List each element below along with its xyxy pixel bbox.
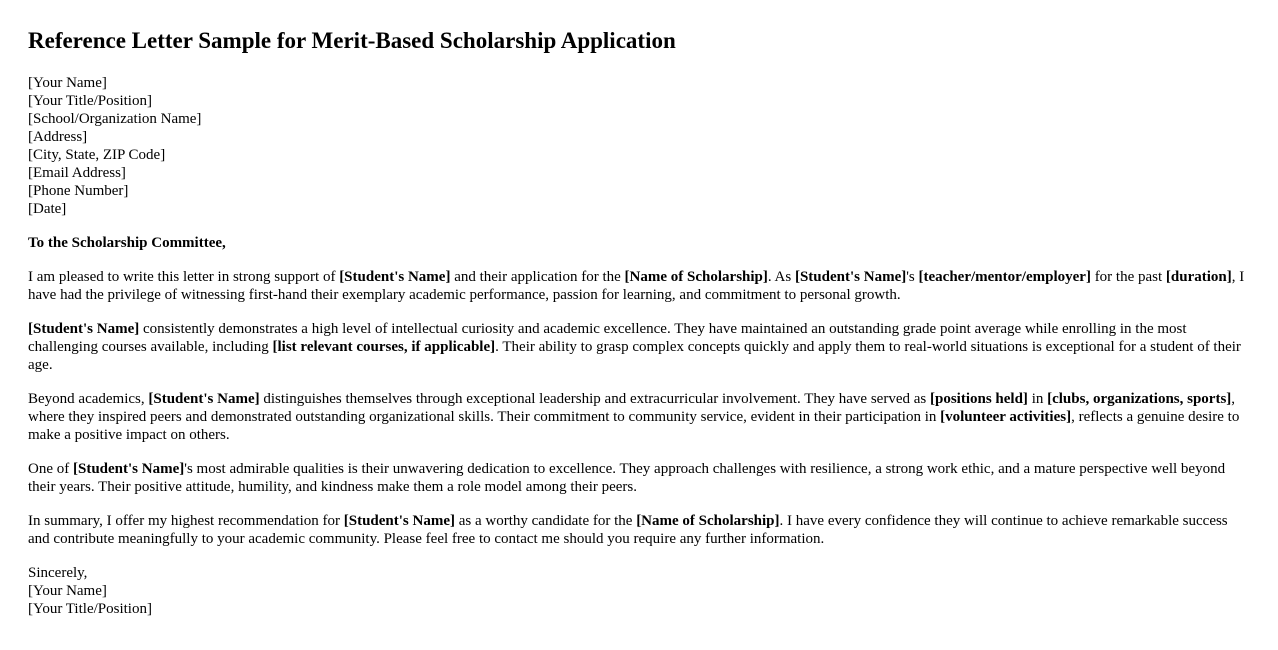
paragraph-leadership bbox=[28, 390, 1250, 444]
placeholder-student-name: [Student's Name] bbox=[28, 321, 140, 337]
paragraph-qualities bbox=[28, 460, 1250, 496]
placeholder-student-name: [Student's Name] bbox=[148, 391, 260, 407]
text-segment: . I have every confidence they will continue to achieve remarkable success and contribute meaningfully to your academic community. Please feel free to contact me should you require any further information. bbox=[28, 513, 1228, 547]
paragraph-academics bbox=[28, 320, 1250, 374]
text-segment: . Their ability to grasp complex concepts quickly and apply them to real-world situations is exceptional for a student of their age. bbox=[28, 339, 1241, 373]
text-segment: 's bbox=[906, 269, 919, 285]
sender-address: [Address] bbox=[28, 129, 88, 145]
sender-title: [Your Title/Position] bbox=[28, 93, 152, 109]
page-title: Reference Letter Sample for Merit-Based Scholarship Application bbox=[28, 28, 676, 53]
paragraph-summary bbox=[28, 512, 1250, 548]
text-segment: , where they inspired peers and demonstrated outstanding organizational skills. Their commitment to community service, evident in their participation in bbox=[28, 391, 1236, 425]
placeholder-positions: [positions held] bbox=[929, 391, 1028, 407]
closing-block bbox=[28, 564, 1250, 618]
sender-name: [Your Name] bbox=[28, 75, 107, 91]
paragraph-introduction bbox=[28, 268, 1250, 304]
salutation: To the Scholarship Committee, bbox=[28, 235, 226, 251]
sender-phone: [Phone Number] bbox=[28, 183, 129, 199]
text-segment: , I have had the privilege of witnessing first-hand their exemplary academic performance, passion for learning, and commitment to personal growth. bbox=[28, 269, 1245, 303]
placeholder-clubs: [clubs, organizations, sports] bbox=[1047, 391, 1232, 407]
sender-organization: [School/Organization Name] bbox=[28, 111, 202, 127]
text-segment: In summary, I offer my highest recommendation for bbox=[28, 513, 344, 529]
sender-city-state-zip: [City, State, ZIP Code] bbox=[28, 147, 166, 163]
text-segment: consistently demonstrates a high level of intellectual curiosity and academic excellence. They have maintained an outstanding grade point average while enrolling in the most challenging courses available, including bbox=[28, 321, 1187, 355]
placeholder-duration: [duration] bbox=[1165, 269, 1232, 285]
placeholder-student-name: [Student's Name] bbox=[73, 461, 185, 477]
text-segment: in bbox=[1027, 391, 1048, 407]
text-segment: for the past bbox=[1090, 269, 1166, 285]
text-segment: as a worthy candidate for the bbox=[455, 513, 637, 529]
sender-email: [Email Address] bbox=[28, 165, 126, 181]
placeholder-student-name: [Student's Name] bbox=[343, 513, 455, 529]
placeholder-volunteer: [volunteer activities] bbox=[940, 409, 1072, 425]
placeholder-scholarship-name: [Name of Scholarship] bbox=[624, 269, 768, 285]
placeholder-scholarship-name: [Name of Scholarship] bbox=[636, 513, 780, 529]
closing-title: [Your Title/Position] bbox=[28, 601, 152, 617]
sender-block bbox=[28, 74, 1250, 218]
closing-name: [Your Name] bbox=[28, 583, 107, 599]
valediction: Sincerely, bbox=[28, 565, 88, 581]
placeholder-courses: [list relevant courses, if applicable] bbox=[272, 339, 496, 355]
text-segment: I am pleased to write this letter in strong support of bbox=[28, 269, 340, 285]
text-segment: distinguishes themselves through exceptional leadership and extracurricular involvement. They have served as bbox=[259, 391, 930, 407]
text-segment: 's most admirable qualities is their unwavering dedication to excellence. They approach challenges with resilience, a strong work ethic, and a mature perspective well beyond their years. Their positive attitude, humility, and kindness make them a role model among their peers. bbox=[28, 461, 1226, 495]
sender-date: [Date] bbox=[28, 201, 67, 217]
text-segment: , reflects a genuine desire to make a positive impact on others. bbox=[28, 409, 1240, 443]
text-segment: One of bbox=[28, 461, 73, 477]
placeholder-student-name: [Student's Name] bbox=[794, 269, 907, 285]
placeholder-student-name: [Student's Name] bbox=[339, 269, 451, 285]
text-segment: Beyond academics, bbox=[28, 391, 149, 407]
text-segment: . As bbox=[767, 269, 795, 285]
text-segment: and their application for the bbox=[450, 269, 625, 285]
placeholder-relationship: [teacher/mentor/employer] bbox=[918, 269, 1091, 285]
